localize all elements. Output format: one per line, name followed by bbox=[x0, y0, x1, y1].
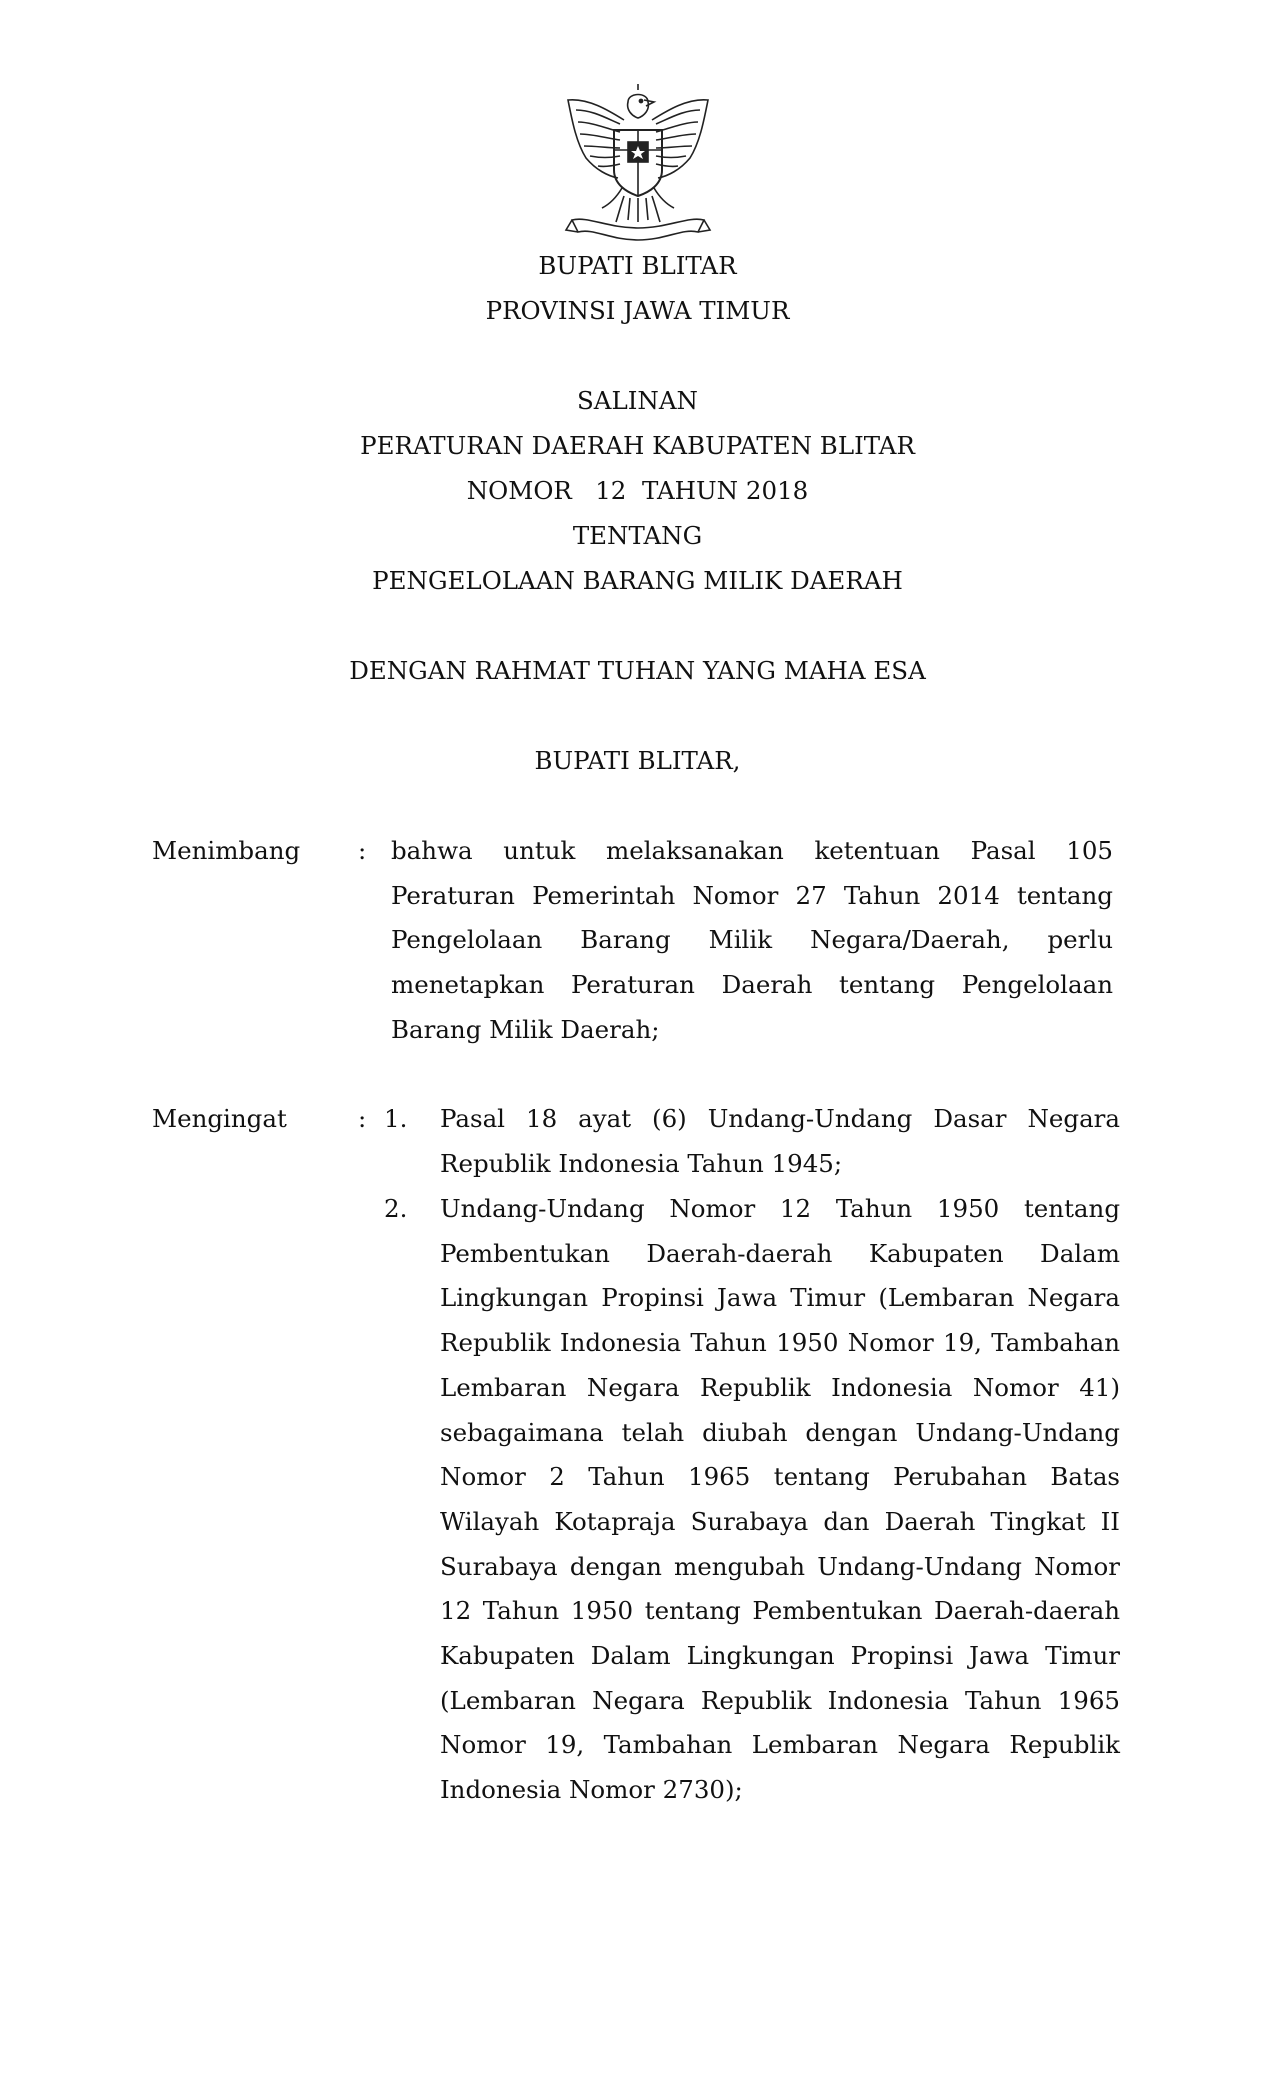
mengingat-label: Mengingat bbox=[152, 1104, 287, 1133]
menimbang-label: Menimbang bbox=[152, 836, 301, 865]
menimbang-colon: : bbox=[358, 836, 367, 865]
mengingat-item-number: 1. bbox=[384, 1104, 408, 1133]
menimbang-text: bahwa untuk melaksanakan ketentuan Pasal 105 Peraturan Pemerintah Nomor 27 Tahun 2014 tentang Pengelolaan Barang Milik Negara/Daerah, perlu menetapkan Peraturan Daerah tentang Pengelolaan Barang Milik Daerah; bbox=[391, 836, 1113, 1044]
header-line-1: BUPATI BLITAR bbox=[538, 251, 737, 280]
copy-label: SALINAN bbox=[577, 386, 698, 415]
mengingat-item-number: 2. bbox=[384, 1194, 408, 1223]
header-line-2: PROVINSI JAWA TIMUR bbox=[485, 296, 790, 325]
mengingat-item-text: Pasal 18 ayat (6) Undang-Undang Dasar Negara Republik Indonesia Tahun 1945; bbox=[440, 1104, 1120, 1178]
garuda-emblem-icon bbox=[558, 80, 718, 248]
official-title: BUPATI BLITAR, bbox=[534, 746, 741, 775]
regulation-title: PERATURAN DAERAH KABUPATEN BLITAR bbox=[360, 431, 915, 460]
blessing-line: DENGAN RAHMAT TUHAN YANG MAHA ESA bbox=[349, 656, 926, 685]
about-label: TENTANG bbox=[572, 521, 703, 550]
regulation-number: NOMOR 12 TAHUN 2018 bbox=[466, 476, 809, 505]
mengingat-item-text: Undang-Undang Nomor 12 Tahun 1950 tentang Pembentukan Daerah-daerah Kabupaten Dalam Lingkungan Propinsi Jawa Timur (Lembaran Negara Republik Indonesia Tahun 1950 Nomor 19, Tambahan Lembaran Negara Republik Indonesia Nomor 41) sebagaimana telah diubah dengan Undang-Undang Nomor 2 Tahun 1965 tentang Perubahan Batas Wilayah Kotapraja Surabaya dan Daerah Tingkat II Surabaya dengan mengubah Undang-Undang Nomor 12 Tahun 1950 tentang Pembentukan Daerah-daerah Kabupaten Dalam Lingkungan Propinsi Jawa Timur (Lembaran Negara Republik Indonesia Tahun 1965 Nomor 19, Tambahan Lembaran Negara Republik Indonesia Nomor 2730); bbox=[440, 1194, 1120, 1805]
regulation-subject: PENGELOLAAN BARANG MILIK DAERAH bbox=[372, 566, 903, 595]
mengingat-colon: : bbox=[358, 1104, 367, 1133]
